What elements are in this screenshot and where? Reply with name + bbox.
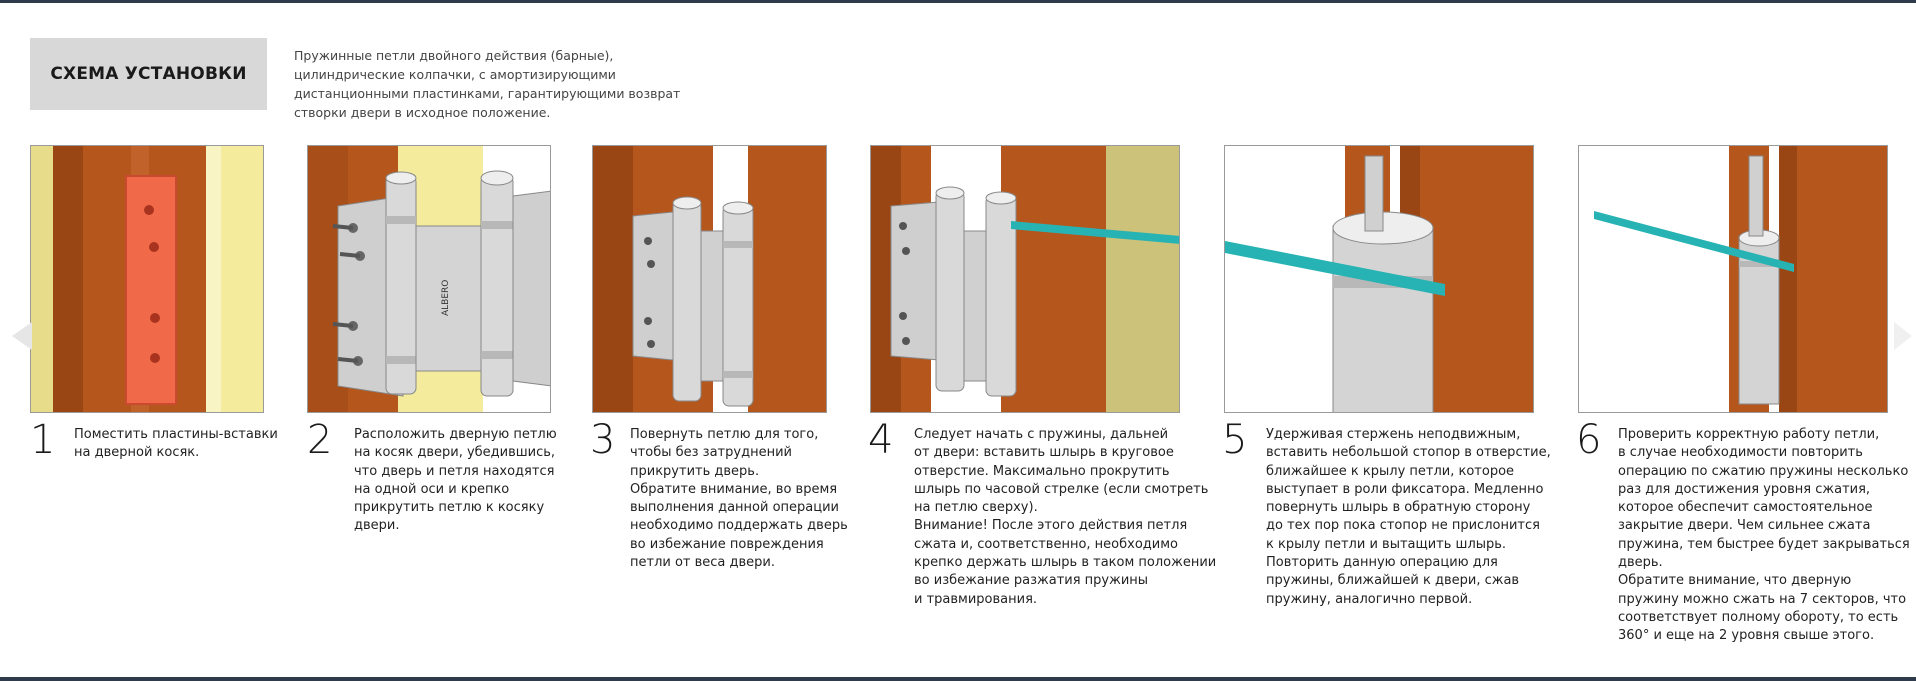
- step-4-text: Следует начать с пружины, дальней от двери: вставить шлырь в круговое отверстие. Максимально прокрутить шлырь по часовой стрелке (если смотреть на петлю сверху). Внимание! После этого действия петля сжата и, соответственно, необходимо крепко держать шлырь в таком положении во избежание разжатия пружины и травмирования.: [914, 427, 1217, 607]
- step-1-text: Поместить пластины-вставки на дверной косяк.: [74, 427, 278, 461]
- step-5-illustration: [1224, 145, 1534, 413]
- section-title: СХЕМА УСТАНОВКИ: [30, 38, 267, 110]
- step-1-number: 1: [30, 417, 56, 463]
- step-5-number: 5: [1222, 417, 1248, 463]
- step-6-text: Проверить корректную работу петли, в случае необходимости повторить операцию по сжатию пружины несколько раз для достижения уровня сжатия, которое обеспечит самостоятельное закрытие двери. Чем сильнее сжата пружина, тем быстрее будет закрываться дверь. Обратите внимание, что дверную пружину можно сжать на 7 секторов, что соответствует полному обороту, то есть 360° и еще на 2 уровня свыше этого.: [1618, 427, 1910, 644]
- top-border: [0, 0, 1916, 3]
- step-6-illustration: [1578, 145, 1888, 413]
- triangle-left-icon[interactable]: [12, 322, 32, 350]
- step-5-text: Удерживая стержень неподвижным, вставить небольшой стопор в отверстие, ближайшее к крылу петли, которое выступает в роли фиксатора. Медленно повернуть шлырь в обратную сторону до тех пор пока стопор не прислонится к крылу петли и вытащить шлырь. Повторить данную операцию для пружины, ближайшей к двери, сжав пружину, аналогично первой.: [1266, 427, 1551, 607]
- step-4-number: 4: [868, 417, 894, 463]
- bottom-border: [0, 677, 1916, 681]
- triangle-right-icon[interactable]: [1894, 322, 1912, 350]
- step-2-text: Расположить дверную петлю на косяк двери, убедившись, что дверь и петля находятся на одной оси и крепко прикрутить петлю к косяку двери.: [354, 427, 557, 534]
- step-3-number: 3: [590, 417, 616, 463]
- step-4-illustration: [870, 145, 1180, 413]
- step-3-text: Повернуть петлю для того, чтобы без затруднений прикрутить дверь. Обратите внимание, во время выполнения данной операции необходимо поддержать дверь во избежание повреждения петли от веса двери.: [630, 427, 848, 571]
- step-6-number: 6: [1576, 417, 1602, 463]
- step-3-illustration: [592, 145, 827, 413]
- hinge-brand-label: ALBERO: [441, 279, 451, 316]
- intro-text: Пружинные петли двойного действия (барные), цилиндрические колпачки, с амортизирующими дистанционными пластинками, гарантирующими возврат створки двери в исходное положение.: [294, 48, 681, 120]
- step-2-illustration: [307, 145, 551, 413]
- step-1-illustration: [30, 145, 264, 413]
- step-2-number: 2: [307, 417, 333, 463]
